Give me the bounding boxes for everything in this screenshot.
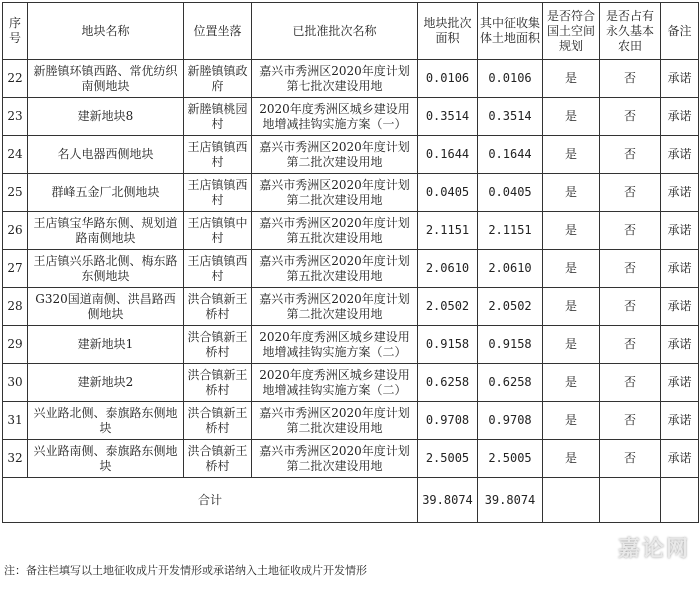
cell-collective: 0.1644: [478, 136, 543, 174]
cell-collective: 2.1151: [478, 212, 543, 250]
cell-name: 建新地块8: [28, 98, 184, 136]
table-row: [3, 440, 699, 478]
cell-area: 0.0405: [418, 174, 478, 212]
header-row: [3, 3, 699, 60]
cell-batch: 2020年度秀洲区城乡建设用地增减挂钩实施方案（二）: [252, 326, 418, 364]
cell-farmland: 否: [600, 440, 661, 478]
header-remark: 备注: [661, 3, 699, 60]
land-parcel-table: [2, 2, 699, 523]
cell-conform: 是: [543, 288, 600, 326]
cell-farmland: 否: [600, 402, 661, 440]
cell-location: 洪合镇新王桥村: [184, 326, 252, 364]
cell-batch: 嘉兴市秀洲区2020年度计划第七批次建设用地: [252, 60, 418, 98]
cell-name: 群峰五金厂北侧地块: [28, 174, 184, 212]
cell-remark: 承诺: [661, 364, 699, 402]
cell-remark: 承诺: [661, 136, 699, 174]
table-row: [3, 364, 699, 402]
cell-conform: 是: [543, 212, 600, 250]
cell-name: 王店镇宝华路东侧、规划道路南侧地块: [28, 212, 184, 250]
cell-location: 王店镇镇西村: [184, 174, 252, 212]
cell-farmland: 否: [600, 212, 661, 250]
cell-name: G320国道南侧、洪昌路西侧地块: [28, 288, 184, 326]
cell-batch: 嘉兴市秀洲区2020年度计划第二批次建设用地: [252, 288, 418, 326]
cell-remark: 承诺: [661, 288, 699, 326]
cell-area: 0.6258: [418, 364, 478, 402]
total-label: 合计: [3, 478, 418, 523]
cell-batch: 嘉兴市秀洲区2020年度计划第二批次建设用地: [252, 174, 418, 212]
cell-location: 洪合镇新王桥村: [184, 288, 252, 326]
cell-batch: 2020年度秀洲区城乡建设用地增减挂钩实施方案（二）: [252, 364, 418, 402]
cell-name: 新塍镇环镇西路、常优纺织南侧地块: [28, 60, 184, 98]
cell-batch: 嘉兴市秀洲区2020年度计划第五批次建设用地: [252, 212, 418, 250]
cell-seq: 25: [3, 174, 28, 212]
cell-conform: 是: [543, 402, 600, 440]
header-conform: 是否符合国土空间规划: [543, 3, 600, 60]
table-row: [3, 98, 699, 136]
cell-name: 名人电器西侧地块: [28, 136, 184, 174]
cell-area: 2.0610: [418, 250, 478, 288]
cell-batch: 2020年度秀洲区城乡建设用地增减挂钩实施方案（一）: [252, 98, 418, 136]
cell-conform: 是: [543, 440, 600, 478]
cell-seq: 22: [3, 60, 28, 98]
table-row: [3, 250, 699, 288]
cell-seq: 28: [3, 288, 28, 326]
cell-location: 洪合镇新王桥村: [184, 440, 252, 478]
total-collective: 39.8074: [478, 478, 543, 523]
cell-farmland: 否: [600, 174, 661, 212]
table-row: [3, 288, 699, 326]
cell-location: 洪合镇新王桥村: [184, 364, 252, 402]
cell-remark: 承诺: [661, 440, 699, 478]
cell-collective: 0.6258: [478, 364, 543, 402]
cell-collective: 2.0502: [478, 288, 543, 326]
cell-seq: 31: [3, 402, 28, 440]
cell-conform: 是: [543, 60, 600, 98]
total-empty-remark: [661, 478, 699, 523]
cell-location: 洪合镇新王桥村: [184, 402, 252, 440]
cell-remark: 承诺: [661, 212, 699, 250]
cell-seq: 29: [3, 326, 28, 364]
cell-remark: 承诺: [661, 98, 699, 136]
cell-conform: 是: [543, 326, 600, 364]
cell-farmland: 否: [600, 60, 661, 98]
cell-remark: 承诺: [661, 402, 699, 440]
footnote: 注：备注栏填写以土地征收成片开发情形或承诺纳入土地征收成片开发情形: [4, 564, 367, 577]
cell-farmland: 否: [600, 364, 661, 402]
cell-seq: 24: [3, 136, 28, 174]
table-row: [3, 326, 699, 364]
cell-batch: 嘉兴市秀洲区2020年度计划第二批次建设用地: [252, 440, 418, 478]
cell-location: 王店镇镇西村: [184, 250, 252, 288]
cell-area: 0.0106: [418, 60, 478, 98]
header-collective: 其中征收集体土地面积: [478, 3, 543, 60]
cell-batch: 嘉兴市秀洲区2020年度计划第五批次建设用地: [252, 250, 418, 288]
total-row: [3, 478, 699, 523]
cell-farmland: 否: [600, 288, 661, 326]
cell-name: 王店镇兴乐路北侧、梅东路东侧地块: [28, 250, 184, 288]
cell-area: 0.9158: [418, 326, 478, 364]
table-row: [3, 136, 699, 174]
header-farmland: 是否占有永久基本农田: [600, 3, 661, 60]
cell-name: 建新地块1: [28, 326, 184, 364]
cell-farmland: 否: [600, 136, 661, 174]
cell-conform: 是: [543, 174, 600, 212]
table-row: [3, 402, 699, 440]
cell-remark: 承诺: [661, 60, 699, 98]
cell-seq: 27: [3, 250, 28, 288]
cell-farmland: 否: [600, 250, 661, 288]
cell-conform: 是: [543, 250, 600, 288]
cell-location: 王店镇镇西村: [184, 136, 252, 174]
total-empty-farmland: [600, 478, 661, 523]
cell-seq: 30: [3, 364, 28, 402]
cell-name: 建新地块2: [28, 364, 184, 402]
watermark-logo: 嘉论网: [617, 537, 690, 562]
cell-collective: 2.0610: [478, 250, 543, 288]
cell-collective: 2.5005: [478, 440, 543, 478]
header-name: 地块名称: [28, 3, 184, 60]
total-area: 39.8074: [418, 478, 478, 523]
total-empty-conform: [543, 478, 600, 523]
cell-collective: 0.9158: [478, 326, 543, 364]
cell-area: 2.0502: [418, 288, 478, 326]
cell-seq: 32: [3, 440, 28, 478]
cell-farmland: 否: [600, 98, 661, 136]
cell-collective: 0.3514: [478, 98, 543, 136]
table-row: [3, 174, 699, 212]
cell-remark: 承诺: [661, 326, 699, 364]
header-seq: 序号: [3, 3, 28, 60]
cell-seq: 26: [3, 212, 28, 250]
cell-name: 兴业路北侧、泰旗路东侧地块: [28, 402, 184, 440]
cell-area: 2.5005: [418, 440, 478, 478]
cell-batch: 嘉兴市秀洲区2020年度计划第二批次建设用地: [252, 136, 418, 174]
cell-area: 0.9708: [418, 402, 478, 440]
table-row: [3, 212, 699, 250]
cell-remark: 承诺: [661, 174, 699, 212]
cell-conform: 是: [543, 136, 600, 174]
header-location: 位置坐落: [184, 3, 252, 60]
cell-area: 0.1644: [418, 136, 478, 174]
cell-area: 2.1151: [418, 212, 478, 250]
table-row: [3, 60, 699, 98]
cell-batch: 嘉兴市秀洲区2020年度计划第二批次建设用地: [252, 402, 418, 440]
cell-farmland: 否: [600, 326, 661, 364]
header-area: 地块批次面积: [418, 3, 478, 60]
cell-remark: 承诺: [661, 250, 699, 288]
cell-name: 兴业路南侧、泰旗路东侧地块: [28, 440, 184, 478]
cell-collective: 0.9708: [478, 402, 543, 440]
cell-collective: 0.0106: [478, 60, 543, 98]
cell-location: 新塍镇镇政府: [184, 60, 252, 98]
cell-location: 新塍镇桃园村: [184, 98, 252, 136]
cell-conform: 是: [543, 98, 600, 136]
cell-location: 王店镇镇中村: [184, 212, 252, 250]
cell-area: 0.3514: [418, 98, 478, 136]
cell-seq: 23: [3, 98, 28, 136]
header-batch: 已批准批次名称: [252, 3, 418, 60]
cell-collective: 0.0405: [478, 174, 543, 212]
cell-conform: 是: [543, 364, 600, 402]
